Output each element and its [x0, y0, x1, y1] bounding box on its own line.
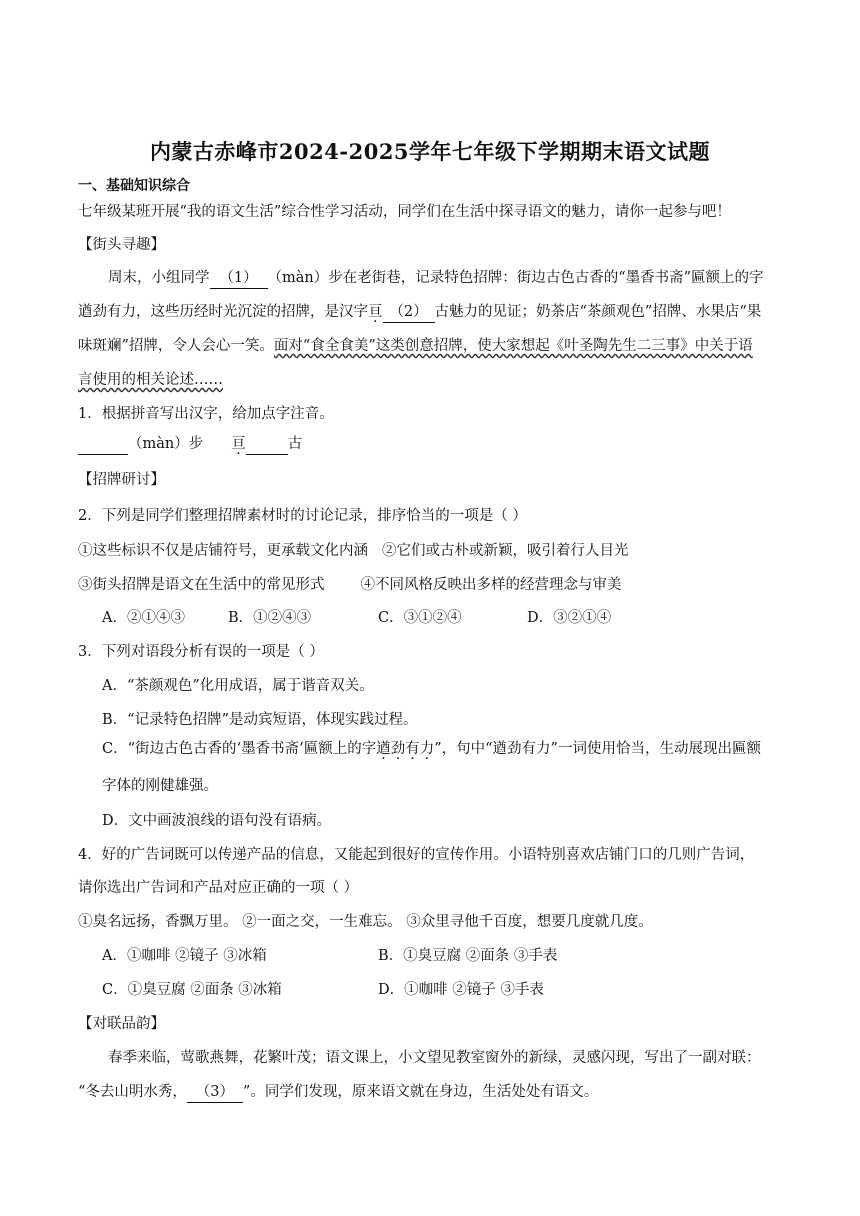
dotted-char: 遒 [376, 741, 391, 757]
q4-option-b[interactable]: B．①臭豆腐 ②面条 ③手表 [378, 948, 558, 964]
couplet-paragraph-1: 春季来临，莺歌燕舞，花繁叶茂；语文课上，小文望见教室窗外的新绿，灵感闪现，写出了一副对联： [108, 1050, 761, 1066]
heading-zhaopai: 【招牌研讨】 [78, 472, 165, 488]
q4-option-a[interactable]: A．①咖啡 ②镜子 ③冰箱 [102, 948, 267, 964]
blank-2: （2） [383, 302, 435, 323]
passage-line-3: 味斑斓”招牌，令人会心一笑。面对“食全食美”这类创意招牌，使大家想起《叶圣陶先生二三事》中关于语 [78, 338, 753, 354]
question-4-stem: 4．好的广告词既可以传递产品的信息，又能起到很好的宣传作用。小语特别喜欢店铺门口的几则广告词， [78, 847, 755, 863]
passage-line-4 [78, 370, 223, 390]
q3-option-a[interactable]: A．“茶颜观色”化用成语，属于谐音双关。 [102, 678, 374, 694]
dotted-char: 劲 [390, 741, 406, 757]
heading-jietou: 【街头寻趣】 [78, 237, 165, 253]
dotted-char: 有 [405, 741, 420, 757]
question-1-stem: 1．根据拼音写出汉字，给加点字注音。 [78, 406, 334, 422]
q4-option-c[interactable]: C．①臭豆腐 ②面条 ③冰箱 [102, 982, 282, 998]
q2-option-a[interactable]: A．②①④③ [102, 610, 185, 626]
q2-option-b[interactable]: B．①②④③ [228, 610, 312, 626]
question-2-stem: 2．下列是同学们整理招牌素材时的讨论记录，排序恰当的一项是（ ） [78, 508, 527, 524]
q3-option-c-cont: 字体的刚健雄强。 [102, 778, 218, 794]
answer-blank-man [78, 434, 128, 455]
wavy-sentence-end: 言使用的相关论述…… [78, 372, 223, 388]
heading-duilian: 【对联品韵】 [78, 1016, 165, 1032]
intro-text: 七年级某班开展“我的语文生活”综合性学习活动，同学们在生活中探寻语文的魅力，请你一起参与吧！ [78, 204, 731, 220]
question-1-fill: （màn）步 亘 古 [78, 434, 302, 455]
q2-option-c[interactable]: C．③①②④ [378, 610, 462, 626]
question-2-sentences-1: ①这些标识不仅是店铺符号，更承载文化内涵 ②它们或古朴或新颖，吸引着行人目光 [78, 543, 629, 559]
dotted-char-gen: 亘 [231, 436, 246, 452]
passage-line-2: 遒劲有力，这些历经时光沉淀的招牌，是汉字亘 （2） 古魅力的见证；奶茶店“茶颜观色”招牌、水果店“果 [78, 302, 761, 323]
blank-3: （3） [187, 1082, 243, 1103]
wavy-sentence: 面对“食全食美”这类创意招牌，使大家想起《叶圣陶先生二三事》中关于语 [273, 338, 753, 354]
q3-option-d[interactable]: D．文中画波浪线的语句没有语病。 [102, 813, 332, 829]
page-title: 内蒙古赤峰市2024-2025学年七年级下学期期末语文试题 [149, 139, 711, 164]
q2-option-d[interactable]: D．③②①④ [527, 610, 612, 626]
question-4-stem-cont: 请你选出广告词和产品对应正确的一项（ ） [78, 880, 359, 896]
couplet-paragraph-2: “冬去山明水秀， （3） ”。同学们发现，原来语文就在身边，生活处处有语文。 [78, 1082, 598, 1103]
dotted-char-gen: 亘 [368, 304, 383, 320]
dotted-char: 力 [419, 741, 435, 757]
q4-option-d[interactable]: D．①咖啡 ②镜子 ③手表 [378, 982, 544, 998]
question-2-sentences-2: ③街头招牌是语文在生活中的常见形式 ④不同风格反映出多样的经营理念与审美 [78, 577, 622, 593]
answer-blank-gen [246, 434, 288, 455]
q3-option-b[interactable]: B．“记录特色招牌”是动宾短语，体现实践过程。 [102, 712, 418, 728]
q3-option-c[interactable]: C．“街边古色古香的‘墨香书斋’匾额上的字遒劲有力”，句中“遒劲有力”一词使用恰当，生动展现出匾额 [102, 741, 761, 757]
question-4-ads: ①臭名远扬，香飘万里。 ②一面之交，一生难忘。 ③众里寻他千百度，想要几度就几度。 [78, 914, 653, 930]
passage-line-1: 周末，小组同学 （1） （màn）步在老街巷，记录特色招牌：街边古色古香的“墨香书斋”匾额上的字 [108, 268, 764, 289]
section-heading: 一、基础知识综合 [78, 178, 190, 194]
blank-1: （1） [210, 268, 268, 289]
question-3-stem: 3．下列对语段分析有误的一项是（ ） [78, 644, 324, 660]
